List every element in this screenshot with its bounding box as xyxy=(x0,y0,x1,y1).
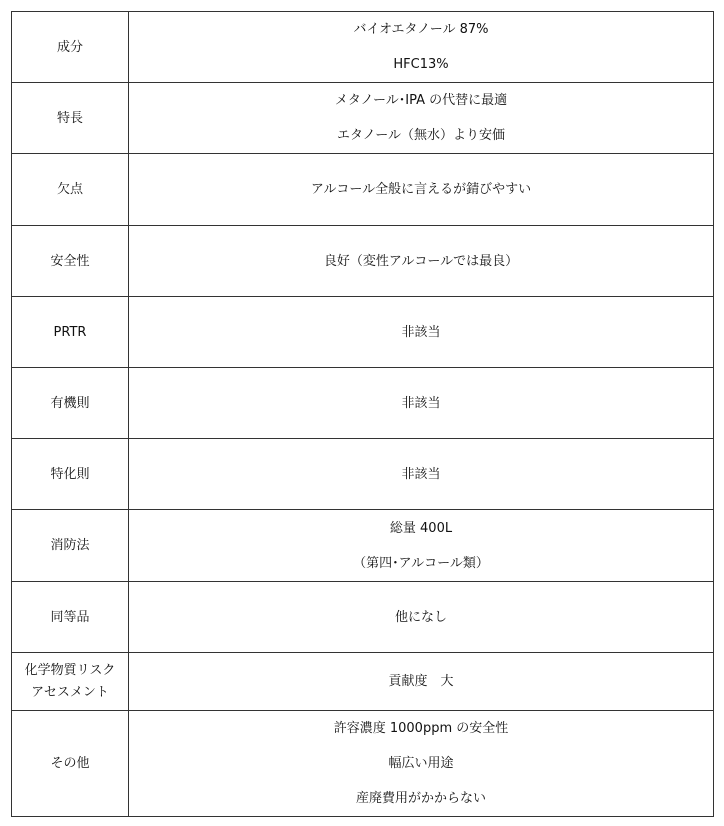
row-label-cell xyxy=(12,226,129,297)
row-label-cell xyxy=(12,154,129,226)
row-label-cell xyxy=(12,83,129,154)
row-label-cell xyxy=(12,297,129,368)
row-value: アルコール全般に言えるが錆びやすい xyxy=(310,182,532,197)
table-row xyxy=(12,653,714,711)
row-value-cell xyxy=(129,439,714,510)
row-value-cell xyxy=(129,653,714,711)
table-row xyxy=(12,439,714,510)
spec-table xyxy=(11,11,714,817)
row-label: 安全性 xyxy=(50,253,90,269)
table-row xyxy=(12,297,714,368)
table-row xyxy=(12,582,714,653)
row-value: 非該当 xyxy=(401,324,441,340)
row-value: 許容濃度 1000ppm の安全性 xyxy=(333,721,509,736)
table-row xyxy=(12,12,714,83)
row-value-cell xyxy=(129,711,714,817)
row-label-cell xyxy=(12,439,129,510)
row-value-cell xyxy=(129,368,714,439)
row-value-cell xyxy=(129,297,714,368)
row-label-cell xyxy=(12,582,129,653)
row-value: 幅広い用途 xyxy=(388,756,454,771)
row-value: 非該当 xyxy=(401,466,441,482)
row-label: 欠点 xyxy=(56,182,83,197)
spec-table-container xyxy=(11,11,714,817)
row-value-cell xyxy=(129,582,714,653)
row-value: メタノール･IPA の代替に最適 xyxy=(334,93,508,108)
row-label: PRTR xyxy=(53,324,87,340)
row-label: 化学物質リスク xyxy=(24,662,116,678)
row-value: HFC13% xyxy=(393,57,449,72)
row-value-cell xyxy=(129,226,714,297)
row-value: 良好（変性アルコールでは最良） xyxy=(323,253,519,269)
row-label-cell xyxy=(12,711,129,817)
row-value-cell xyxy=(129,12,714,83)
table-row xyxy=(12,368,714,439)
row-label: 消防法 xyxy=(50,538,90,553)
row-value: 他になし xyxy=(394,609,447,625)
row-label: 同等品 xyxy=(50,609,90,625)
row-label: 特長 xyxy=(56,110,83,126)
row-value: 非該当 xyxy=(401,395,441,411)
row-value-cell xyxy=(129,154,714,226)
row-label-cell xyxy=(12,368,129,439)
row-value: 貢献度 大 xyxy=(388,674,454,689)
table-row xyxy=(12,226,714,297)
row-value: （第四･アルコール類） xyxy=(353,555,489,571)
row-label: 特化則 xyxy=(50,466,90,482)
row-label: 有機則 xyxy=(50,395,90,411)
row-value: 産廃費用がかからない xyxy=(355,791,486,806)
table-row xyxy=(12,510,714,582)
table-row xyxy=(12,83,714,154)
row-value: バイオエタノール 87% xyxy=(353,22,489,37)
row-value: エタノール（無水）より安価 xyxy=(337,128,505,143)
table-row xyxy=(12,711,714,817)
row-value-cell xyxy=(129,510,714,582)
row-label: その他 xyxy=(50,756,90,771)
row-value: 総量 400L xyxy=(389,520,453,536)
row-label: アセスメント xyxy=(31,684,109,700)
row-label-cell xyxy=(12,653,129,711)
row-value-cell xyxy=(129,83,714,154)
row-label-cell xyxy=(12,510,129,582)
row-label: 成分 xyxy=(56,39,83,55)
row-label-cell xyxy=(12,12,129,83)
table-row xyxy=(12,154,714,226)
